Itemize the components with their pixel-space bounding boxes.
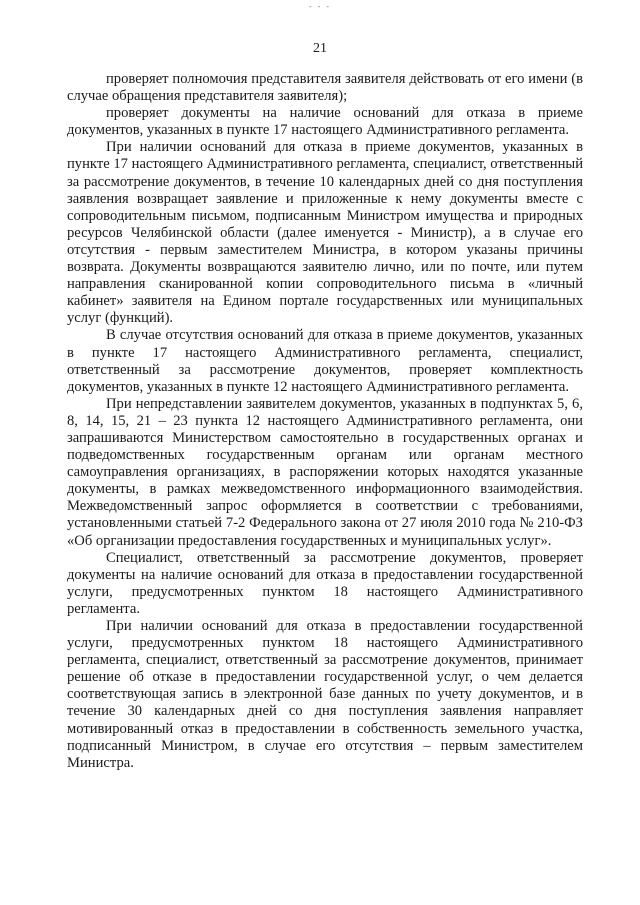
paragraph: проверяет документы на наличие оснований для отказа в приеме документов, указанных в пункте 17 настоящего Административного регламента. [67, 105, 583, 139]
paragraph: Специалист, ответственный за рассмотрение документов, проверяет документы на наличие оснований для отказа в предоставлении государственной услуги, предусмотренных пунктом 18 настоящего Административного регламента. [67, 549, 583, 617]
scan-top-mark: - - - [309, 2, 331, 11]
paragraph: При наличии оснований для отказа в приеме документов, указанных в пункте 17 настоящего Административного регламента, специалист, ответственный за рассмотрение документов, в течение 10 календарных дней со дня поступления заявления возвращает заявление и приложенные к нему документы вместе с сопроводительным письмом, подписанным Министром имущества и природных ресурсов Челябинской области (далее именуется - Министр), а в случае его отсутствия - первым заместителем Министра, в котором указаны причины возврата. Документы возвращаются заявителю лично, или по почте, или путем направления сканированной копии сопроводительного письма в «личный кабинет» заявителя на Едином портале государственных или муниципальных услуг (функций). [67, 139, 583, 327]
document-body [67, 71, 583, 772]
page-number: 21 [313, 41, 327, 56]
paragraph: При непредставлении заявителем документов, указанных в подпунктах 5, 6, 8, 14, 15, 21 – 23 пункта 12 настоящего Административного регламента, они запрашиваются Министерством самостоятельно в государственных органах и подведомственных государственным органам или органам местного самоуправления организациях, в распоряжении которых находятся указанные документы, в рамках межведомственного информационного взаимодействия. Межведомственный запрос оформляется в соответствии с требованиями, установленными статьей 7-2 Федерального закона от 27 июля 2010 года № 210-ФЗ «Об организации предоставления государственных и муниципальных услуг». [67, 395, 583, 549]
paragraph: проверяет полномочия представителя заявителя действовать от его имени (в случае обращения представителя заявителя); [67, 71, 583, 105]
paragraph: При наличии оснований для отказа в предоставлении государственной услуги, предусмотренных пунктом 18 настоящего Административного регламента, специалист, ответственный за рассмотрение документов, принимает решение об отказе в предоставлении государственной услуг, о чем делается соответствующая запись в электронной базе данных по учету документов, и в течение 30 календарных дней со дня поступления заявления направляет мотивированный отказ в предоставлении в собственность земельного участка, подписанный Министром, в случае его отсутствия – первым заместителем Министра. [67, 618, 583, 771]
paragraph: В случае отсутствия оснований для отказа в приеме документов, указанных в пункте 17 настоящего Административного регламента, специалист, ответственный за рассмотрение документов, проверяет комплектность документов, указанных в пункте 12 настоящего Административного регламента. [67, 327, 583, 395]
